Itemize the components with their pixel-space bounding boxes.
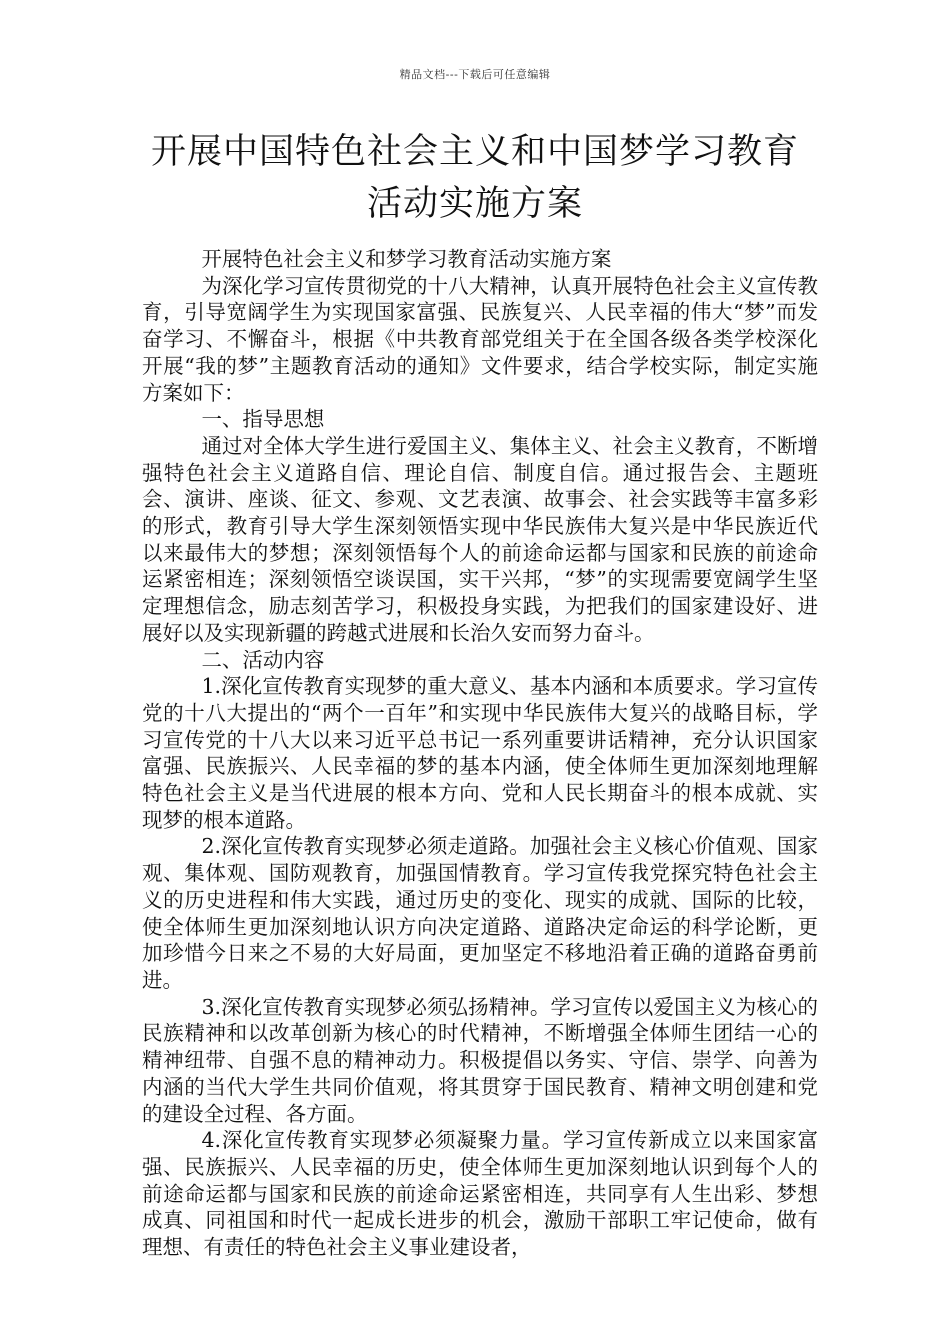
- paragraph-item-4: 4.深化宣传教育实现梦必须凝聚力量。学习宣传新成立以来国家富强、民族振兴、人民幸福的历史，使全体师生更加深刻地认识到每个人的前途命运都与国家和民族的前途命运紧密相连，共同享有人生出彩、梦想成真、同祖国和时代一起成长进步的机会，激励干部职工牢记使命，做有理想、有责任的特色社会主义事业建设者，: [142, 1128, 818, 1260]
- paragraph-item-1: 1.深化宣传教育实现梦的重大意义、基本内涵和本质要求。学习宣传党的十八大提出的“两个一百年”和实现中华民族伟大复兴的战略目标，学习宣传党的十八大以来习近平总书记一系列重要讲话精神，充分认识国家富强、民族振兴、人民幸福的梦的基本内涵，使全体师生更加深刻地理解特色社会主义是当代进展的根本方向、党和人民长期奋斗的根本成就、实现梦的根本道路。: [142, 674, 818, 832]
- document-body: [142, 246, 818, 1261]
- document-title: 开展中国特色社会主义和中国梦学习教育活动实施方案: [150, 132, 799, 224]
- paragraph-subtitle: 开展特色社会主义和梦学习教育活动实施方案: [201, 247, 612, 271]
- header-note: 精品文档---下载后可任意编辑: [399, 68, 551, 81]
- paragraph-intro: 为深化学习宣传贯彻党的十八大精神，认真开展特色社会主义宣传教育，引导宽阔学生为实现国家富强、民族复兴、人民幸福的伟大“梦”而发奋学习、不懈奋斗，根据《中共教育部党组关于在全国各级各类学校深化开展“我的梦”主题教育活动的通知》文件要求，结合学校实际，制定实施方案如下：: [142, 273, 818, 405]
- paragraph-item-3: 3.深化宣传教育实现梦必须弘扬精神。学习宣传以爱国主义为核心的民族精神和以改革创新为核心的时代精神，不断增强全体师生团结一心的精神纽带、自强不息的精神动力。积极提倡以务实、守信、崇学、向善为内涵的当代大学生共同价值观，将其贯穿于国民教育、精神文明创建和党的建设全过程、各方面。: [142, 994, 818, 1126]
- section-heading-guiding-ideology: 一、指导思想: [201, 407, 325, 432]
- paragraph-guiding-ideology: 通过对全体大学生进行爱国主义、集体主义、社会主义教育，不断增强特色社会主义道路自信、理论自信、制度自信。通过报告会、主题班会、演讲、座谈、征文、参观、文艺表演、故事会、社会实践等丰富多彩的形式，教育引导大学生深刻领悟实现中华民族伟大复兴是中华民族近代以来最伟大的梦想；深刻领悟每个人的前途命运都与国家和民族的前途命运紧密相连；深刻领悟空谈误国，实干兴邦，“梦”的实现需要宽阔学生坚定理想信念，励志刻苦学习，积极投身实践，为把我们的国家建设好、进展好以及实现新疆的跨越式进展和长治久安而努力奋斗。: [142, 433, 818, 645]
- paragraph-item-2: 2.深化宣传教育实现梦必须走道路。加强社会主义核心价值观、国家观、集体观、国防观教育，加强国情教育。学习宣传我党探究特色社会主义的历史进程和伟大实践，通过历史的变化、现实的成就、国际的比较，使全体师生更加深刻地认识方向决定道路、道路决定命运的科学论断，更加珍惜今日来之不易的大好局面，更加坚定不移地沿着正确的道路奋勇前进。: [142, 834, 818, 992]
- section-heading-activity-content: 二、活动内容: [201, 647, 325, 672]
